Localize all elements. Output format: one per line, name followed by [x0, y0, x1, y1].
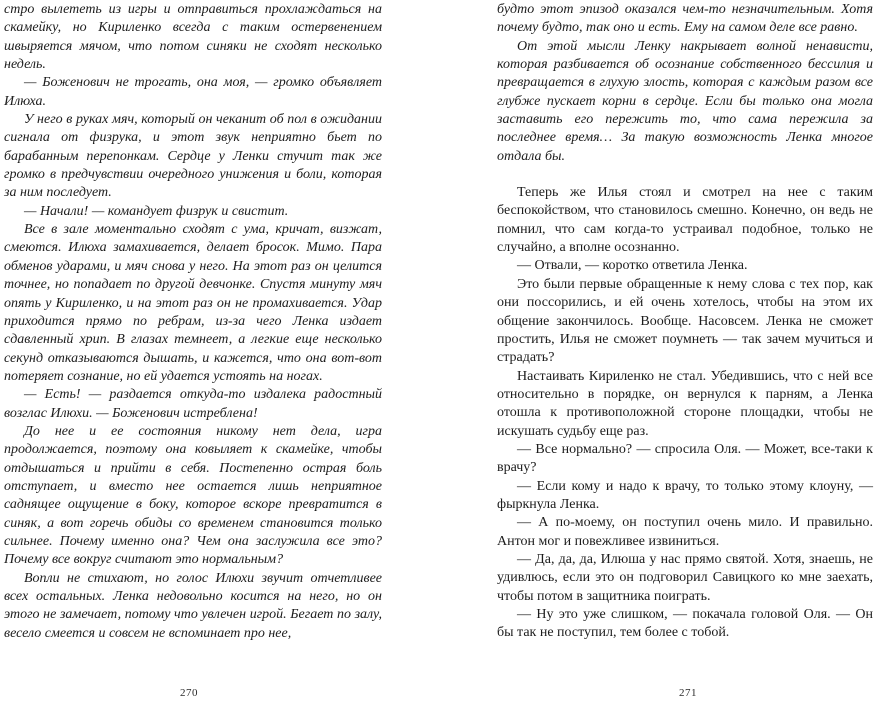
right-page-text [497, 1, 873, 643]
paragraph: От этой мысли Ленку накрывает волной ненависти, которая разбивается об осознание собственного бессилия и превращается в глухую злость, которая с каждым разом все глубже пускает корни в сердце. Если бы только она могла заставить его пережить то, что сама пережила за последнее время… За такую возможность Ленка многое отдала бы. [497, 38, 873, 164]
paragraph: — Отвали, — коротко ответила Ленка. [517, 258, 748, 274]
paragraph: — Начали! — командует физрук и свистит. [24, 203, 289, 219]
paragraph: Все в зале моментально сходят с ума, кричат, визжат, смеются. Илюха замахивается, делает бросок. Мимо. Пара обменов ударами, и мяч снова у него. На этот раз он целится точнее, но попадает по другой девчонке. Спустя минуту мяч опять у Кириленко, и на этот раз он не промахивается. Удар приходится прямо по ребрам, из-за чего Ленка издает сдавленный хрип. В глазах темнеет, а легкие еще несколько секунд отказываются дышать, и кажется, что она вот-вот потеряет сознание, но ей удается устоять на ногах. [4, 222, 382, 384]
paragraph: — Ну это уже слишком, — покачала головой Оля. — Он бы так не поступил, тем более с тобой. [497, 607, 873, 641]
paragraph: До нее и ее состояния никому нет дела, игра продолжается, поэтому она ковыляет к скамейке, чтобы отдышаться и прийти в себя. Постепенно острая боль отступает, и вместо нее остается лишь неприятное саднящее ощущение в боку, которое вскоре превратится в синяк, а вот горечь обиды со временем становится только сильнее. Почему именно она? Чем она заслужила все это? Почему все вокруг считают это нормальным? [4, 423, 382, 568]
paragraph: У него в руках мяч, который он чеканит об пол в ожидании сигнала от физрука, и этот звук неприятно бьет по барабанным перепонкам. Сердце у Ленки стучит так же громко в предчувствии очередного унижения и боли, которая за ним последует. [4, 112, 382, 201]
right-page [439, 0, 877, 701]
paragraph: — А по-моему, он поступил очень мило. И правильно. Антон мог и повежливее извиниться. [497, 515, 873, 549]
italic-passage [497, 1, 873, 166]
paragraph: Это были первые обращенные к нему слова с тех пор, как они поссорились, и ей очень хотелось, чтобы на этом их общение закончилось. Вообще. Насовсем. Ленка не сможет простить, Илья не сможет поумнеть — так зачем мучиться и страдать? [497, 276, 873, 366]
paragraph: — Боженович не трогать, она моя, — громко объявляет Илюха. [4, 75, 382, 109]
left-page-text [4, 1, 382, 643]
paragraph: — Есть! — раздается откуда-то издалека радостный возглас Илюхи. — Боженович истреблена! [4, 387, 382, 421]
paragraph: — Все нормально? — спросила Оля. — Может, все-таки к врачу? [497, 441, 873, 476]
right-page-number: 271 [679, 687, 697, 699]
paragraph: — Если кому и надо к врачу, то только этому клоуну, — фыркнула Ленка. [497, 478, 873, 512]
section-break [497, 166, 873, 184]
regular-passage [497, 184, 873, 643]
paragraph: — Да, да, да, Илюша у нас прямо святой. Хотя, знаешь, не удивлюсь, если это он подговорил Савицкого ко мне заехать, чтобы потом в защитника поиграть. [497, 551, 873, 604]
left-page-number: 270 [180, 687, 198, 699]
paragraph: Вопли не стихают, но голос Илюхи звучит отчетливее всех остальных. Ленка недовольно косится на него, но он этого не замечает, потому что увлечен игрой. Бегает по залу, весело смеется и совсем не вспоминает про нее, [4, 570, 382, 641]
paragraph: Теперь же Илья стоял и смотрел на нее с таким беспокойством, что становилось смешно. Конечно, он ведь не помнил, что сам когда-то устраивал подобное, только не случайно, а вполне осознанно. [497, 185, 873, 256]
paragraph: будто этот эпизод оказался чем-то незначительным. Хотя почему будто, так оно и есть. Ему на самом деле все равно. [497, 2, 873, 36]
paragraph: стро вылететь из игры и отправиться прохлаждаться на скамейку, но Кириленко всегда с таким остервенением швыряется мячом, что потом синяки не сходят несколько недель. [4, 2, 382, 73]
left-page [0, 0, 438, 701]
paragraph: Настаивать Кириленко не стал. Убедившись, что с ней все относительно в порядке, он вернулся к парням, а Ленка отошла к противоположной стороне площадки, чтобы не искушать судьбу еще раз. [497, 368, 873, 439]
